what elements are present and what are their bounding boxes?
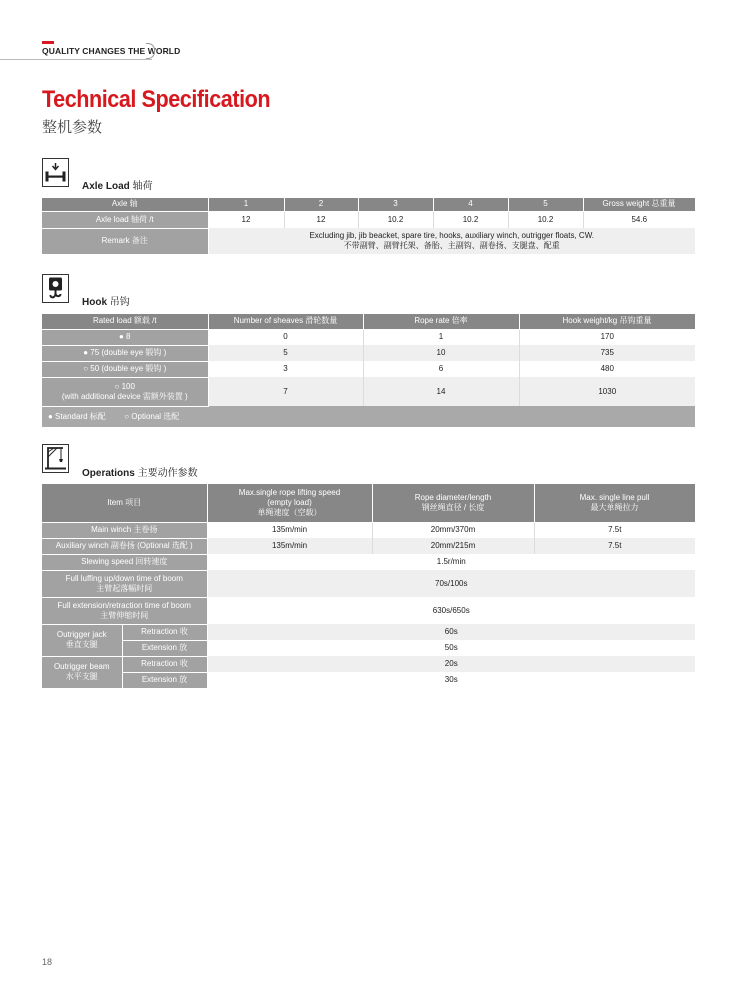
table-row <box>42 377 695 406</box>
outrigger-jack-label-en: Outrigger jack <box>56 630 107 639</box>
main-winch-row <box>42 522 695 538</box>
aux-winch-rope: 20mm/215m <box>372 538 534 554</box>
axle-header-3: 3 <box>358 198 433 211</box>
table-row <box>42 329 695 345</box>
extension-value: 630s/650s <box>207 597 695 624</box>
hook-rope-rate: 14 <box>363 377 519 406</box>
hook-header-rated-load: Rated load 额载 /t <box>42 314 208 329</box>
main-winch-label: Main winch 主卷扬 <box>42 522 207 538</box>
luffing-label-en: Full luffing up/down time of boom <box>65 573 183 583</box>
hook-row-label <box>42 377 208 406</box>
hook-weight: 480 <box>519 361 695 377</box>
operations-section-title <box>82 464 198 479</box>
aux-winch-speed: 135m/min <box>207 538 372 554</box>
luffing-label-zh: 主臂起落幅时间 <box>96 583 153 593</box>
axle-remark-row <box>42 228 695 254</box>
hook-row-label: ● 75 (double eye 锻钩 ) <box>42 345 208 361</box>
slewing-label: Slewing speed 回转速度 <box>42 554 207 570</box>
operations-header-pull <box>534 484 695 522</box>
axle-load-3: 10.2 <box>358 211 433 228</box>
luffing-label <box>42 570 207 597</box>
hook-weight: 1030 <box>519 377 695 406</box>
outrigger-beam-extension-value: 30s <box>207 672 695 688</box>
luffing-row <box>42 570 695 597</box>
table-row <box>42 345 695 361</box>
outrigger-beam-label-en: Outrigger beam <box>53 662 110 671</box>
outrigger-jack-extension-value: 50s <box>207 640 695 656</box>
hook-header-row <box>42 314 695 329</box>
hook-title-en: Hook <box>82 297 107 308</box>
aux-winch-pull: 7.5t <box>534 538 695 554</box>
hook-header-weight: Hook weight/kg 吊钩重量 <box>519 314 695 329</box>
axle-title-zh: 轴荷 <box>132 181 153 192</box>
hook-sheaves: 7 <box>208 377 363 406</box>
hook-rope-rate: 6 <box>363 361 519 377</box>
rope-header-line2: 钢丝绳直径 / 长度 <box>421 502 485 512</box>
outrigger-jack-label <box>42 624 122 656</box>
aux-winch-label: Auxiliary winch 副卷扬 (Optional 选配 ) <box>42 538 207 554</box>
page-number: 18 <box>42 957 53 967</box>
hook-legend <box>42 406 695 427</box>
hook-rope-rate: 10 <box>363 345 519 361</box>
page-title: Technical Specification <box>42 86 271 113</box>
hook-header-sheaves: Number of sheaves 滑轮数量 <box>208 314 363 329</box>
luffing-value: 70s/100s <box>207 570 695 597</box>
operations-title-en: Operations <box>82 468 135 479</box>
hook-header-rope-rate: Rope rate 倍率 <box>363 314 519 329</box>
operations-header-item: Item 项目 <box>42 484 207 522</box>
hook-weight: 735 <box>519 345 695 361</box>
outrigger-beam-label <box>42 656 122 688</box>
hook-legend-row <box>42 406 695 427</box>
outrigger-jack-extension-row <box>42 640 695 656</box>
pull-header-line1: Max. single line pull <box>579 492 650 502</box>
axle-load-4: 10.2 <box>433 211 508 228</box>
hook-sheaves: 3 <box>208 361 363 377</box>
main-winch-rope: 20mm/370m <box>372 522 534 538</box>
slewing-row <box>42 554 695 570</box>
outrigger-beam-retraction-label: Retraction 收 <box>122 656 207 672</box>
speed-header-line3: 单绳速度（空载） <box>257 507 322 517</box>
axle-remark-zh: 不带副臂、副臂托架、备胎、主副钩、副卷扬、支腿盘、配重 <box>343 241 560 250</box>
aux-winch-row <box>42 538 695 554</box>
outrigger-jack-retraction-label: Retraction 收 <box>122 624 207 640</box>
extension-label-zh: 主臂伸缩时间 <box>100 610 149 620</box>
axle-section-title <box>82 177 153 192</box>
axle-header-5: 5 <box>508 198 583 211</box>
page-subtitle: 整机参数 <box>42 119 103 136</box>
operations-title-zh: 主要动作参数 <box>137 468 198 479</box>
hook-weight: 170 <box>519 329 695 345</box>
outrigger-beam-retraction-row <box>42 656 695 672</box>
slewing-value: 1.5r/min <box>207 554 695 570</box>
speed-header-line1: Max.single rope lifting speed <box>238 487 341 497</box>
axle-load-5: 10.2 <box>508 211 583 228</box>
hook-sheaves: 5 <box>208 345 363 361</box>
operations-header-rope <box>372 484 534 522</box>
outrigger-jack-retraction-value: 60s <box>207 624 695 640</box>
hook-rope-rate: 1 <box>363 329 519 345</box>
hook-row-label: ○ 50 (double eye 锻钩 ) <box>42 361 208 377</box>
axle-header-4: 4 <box>433 198 508 211</box>
outrigger-jack-label-zh: 垂直支腿 <box>65 640 98 649</box>
hook-section-title <box>82 293 130 308</box>
outrigger-beam-retraction-value: 20s <box>207 656 695 672</box>
header-tagline: QUALITY CHANGES THE WORLD <box>42 46 181 56</box>
tagline-end-cap <box>146 43 155 59</box>
rope-header-line1: Rope diameter/length <box>414 492 492 502</box>
hook-icon <box>42 274 69 303</box>
axle-gross-weight: 54.6 <box>583 211 695 228</box>
axle-load-1: 12 <box>208 211 284 228</box>
legend-optional: ○ Optional 选配 <box>124 411 180 421</box>
hook-row-label-line2: (with additional device 需额外装置 ) <box>61 391 188 401</box>
axle-header-gross: Gross weight 总重量 <box>583 198 695 211</box>
axle-header-2: 2 <box>284 198 358 211</box>
axle-header-1: 1 <box>208 198 284 211</box>
operations-header-row <box>42 484 695 522</box>
outrigger-jack-extension-label: Extension 放 <box>122 640 207 656</box>
axle-load-2: 12 <box>284 211 358 228</box>
extension-label-en: Full extension/retraction time of boom <box>57 600 191 610</box>
axle-remark-en: Excluding jib, jib beacket, spare tire, hooks, auxiliary winch, outrigger floats, CW. <box>309 231 595 240</box>
outrigger-beam-label-zh: 水平支腿 <box>65 672 98 681</box>
main-winch-pull: 7.5t <box>534 522 695 538</box>
extension-row <box>42 597 695 624</box>
outrigger-jack-retraction-row <box>42 624 695 640</box>
hook-table <box>42 314 696 427</box>
axle-title-en: Axle Load <box>82 181 130 192</box>
hook-row-label-line1: ○ 100 <box>114 381 135 391</box>
axle-icon <box>42 158 69 187</box>
hook-row-label: ● 8 <box>42 329 208 345</box>
main-winch-speed: 135m/min <box>207 522 372 538</box>
hook-sheaves: 0 <box>208 329 363 345</box>
table-row <box>42 361 695 377</box>
operations-table <box>42 484 696 689</box>
hook-title-zh: 吊钩 <box>109 297 130 308</box>
outrigger-beam-extension-label: Extension 放 <box>122 672 207 688</box>
axle-header-row <box>42 198 695 211</box>
axle-load-table <box>42 198 696 255</box>
pull-header-line2: 最大单绳拉力 <box>590 502 639 512</box>
extension-label <box>42 597 207 624</box>
axle-load-label: Axle load 轴荷 /t <box>42 211 208 228</box>
operations-icon <box>42 444 69 473</box>
header-rule <box>0 59 152 60</box>
operations-header-speed <box>207 484 372 522</box>
axle-header-axle: Axle 轴 <box>42 198 208 211</box>
outrigger-beam-extension-row <box>42 672 695 688</box>
axle-load-row <box>42 211 695 228</box>
axle-remark-label: Remark 备注 <box>42 228 208 254</box>
axle-remark <box>208 228 695 254</box>
legend-standard: ● Standard 标配 <box>48 411 106 421</box>
speed-header-line2: (empty load) <box>267 497 312 507</box>
brand-red-bar <box>42 41 54 44</box>
